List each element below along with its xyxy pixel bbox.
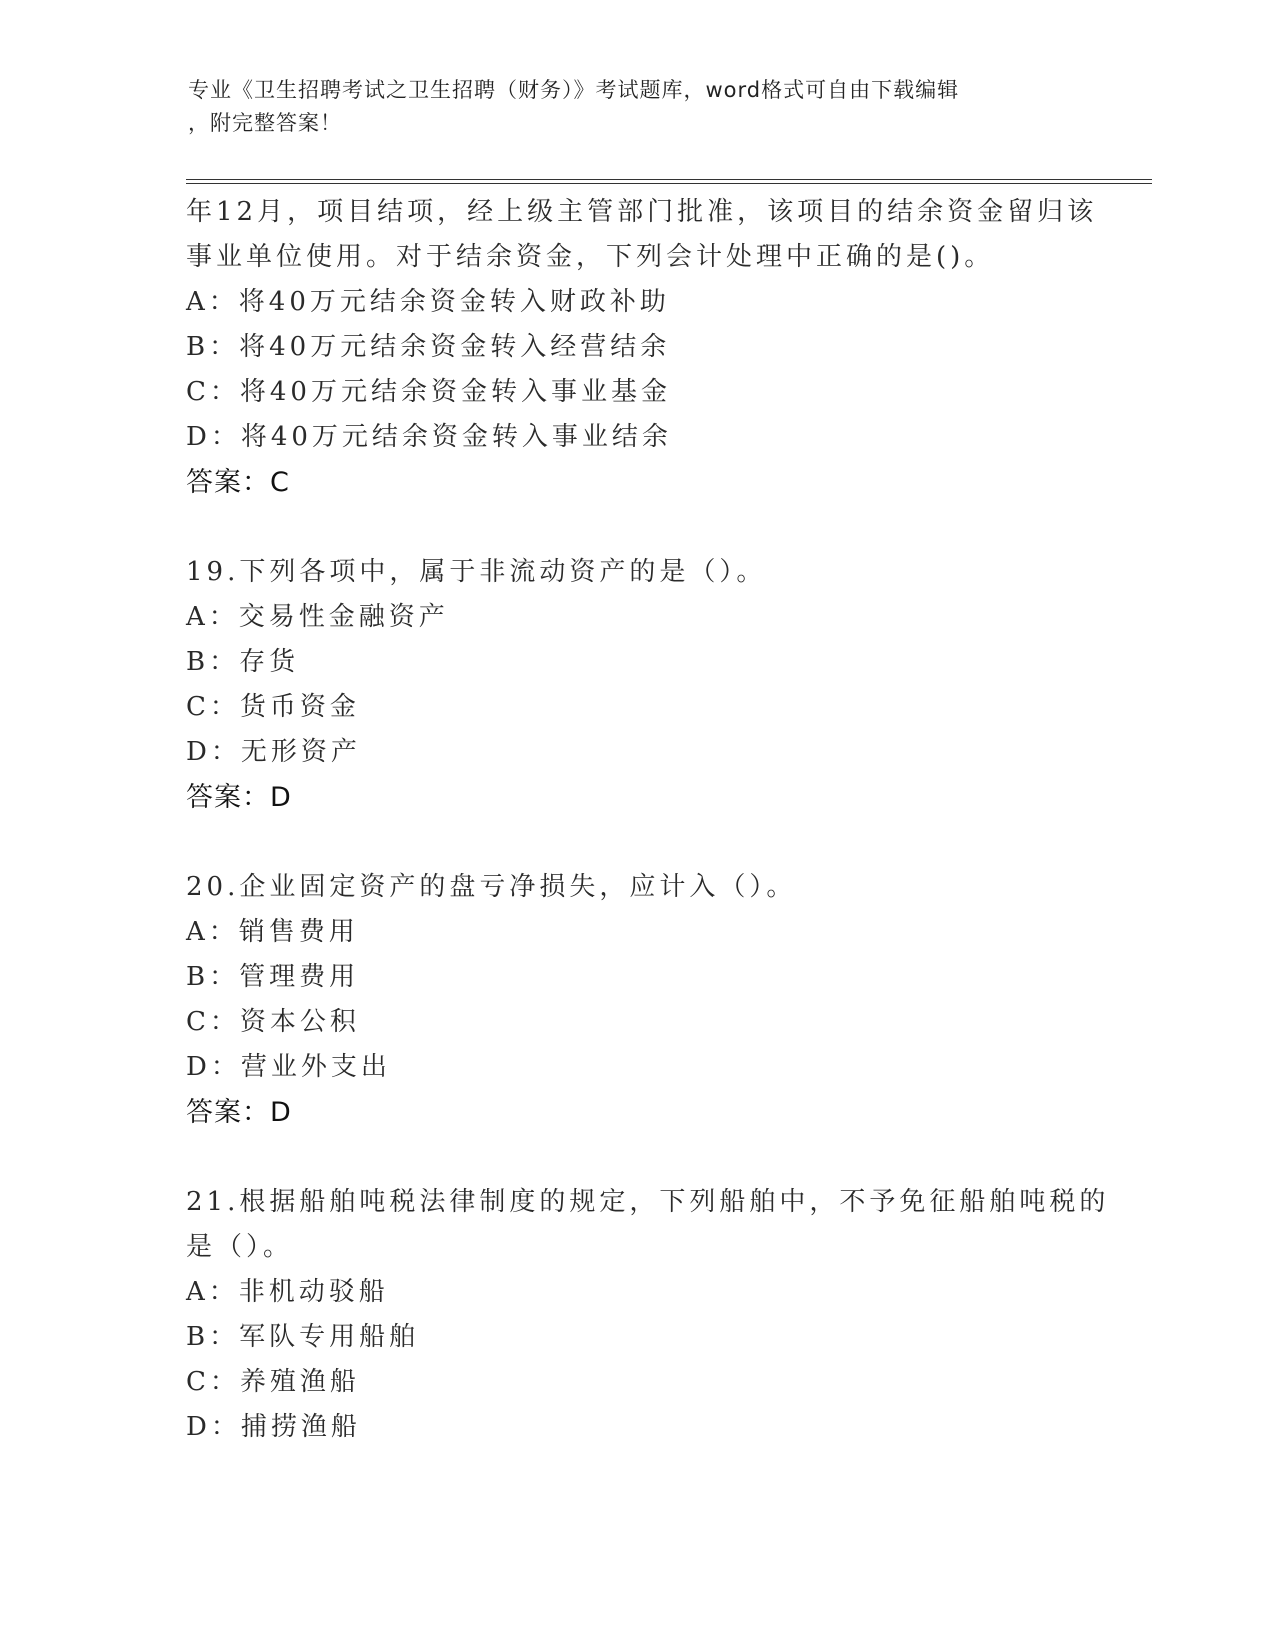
header-divider-bottom (186, 183, 1152, 184)
option-d: D：无形资产 (186, 737, 361, 767)
header-divider-top (186, 179, 1152, 180)
spacer (186, 505, 1086, 550)
question-20 (186, 865, 1086, 1135)
option-d: D：营业外支出 (186, 1052, 391, 1082)
option-d: D：捕捞渔船 (186, 1412, 361, 1442)
option-d: D：将40万元结余资金转入事业结余 (186, 422, 672, 452)
option-b: B：管理费用 (186, 962, 360, 992)
option-a: A：销售费用 (186, 917, 359, 947)
option-c: C：货币资金 (186, 692, 360, 722)
question-list (186, 190, 1110, 1450)
option-a: A：交易性金融资产 (186, 602, 449, 632)
answer-label: 答案：D (186, 1097, 292, 1128)
option-b: B：军队专用船舶 (186, 1322, 420, 1352)
spacer (186, 820, 1086, 865)
option-b: B：存货 (186, 647, 300, 677)
option-c: C：将40万元结余资金转入事业基金 (186, 377, 671, 407)
question-19 (186, 550, 1086, 820)
question-21 (186, 1180, 1110, 1450)
question-18 (186, 190, 1098, 505)
question-stem: 21.根据船舶吨税法律制度的规定，下列船舶中，不予免征船舶吨税的 (186, 1187, 1110, 1217)
header-line-2: ，附完整答案！ (188, 111, 342, 135)
header-line-1: 专业《卫生招聘考试之卫生招聘（财务）》考试题库，word格式可自由下载编辑 (188, 78, 960, 102)
question-stem: 20.企业固定资产的盘亏净损失，应计入（）。 (186, 872, 797, 902)
answer-label: 答案：D (186, 782, 292, 813)
question-stem: 19.下列各项中，属于非流动资产的是（）。 (186, 557, 767, 587)
option-c: C：养殖渔船 (186, 1367, 360, 1397)
answer-label: 答案：C (186, 467, 290, 498)
document-header (188, 74, 1068, 140)
question-stem-continuation: 是（）。 (186, 1232, 294, 1262)
option-c: C：资本公积 (186, 1007, 360, 1037)
spacer (186, 1135, 1086, 1180)
option-b: B：将40万元结余资金转入经营结余 (186, 332, 671, 362)
option-a: A：将40万元结余资金转入财政补助 (186, 287, 670, 317)
question-stem-continuation: 年12月，项目结项，经上级主管部门批准，该项目的结余资金留归该 (186, 197, 1098, 227)
question-stem-continuation: 事业单位使用。对于结余资金，下列会计处理中正确的是()。 (186, 242, 995, 272)
option-a: A：非机动驳船 (186, 1277, 389, 1307)
